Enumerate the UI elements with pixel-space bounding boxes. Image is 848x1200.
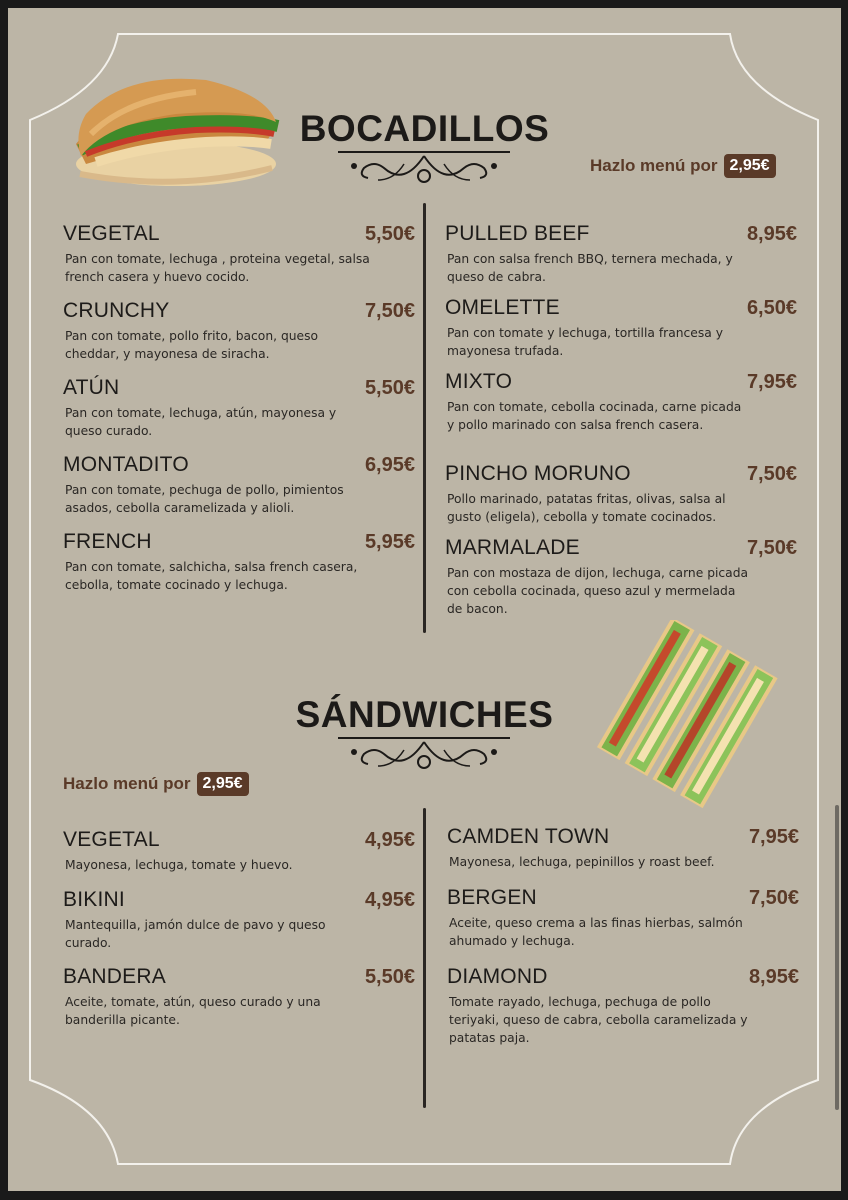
item-price: 7,50€ xyxy=(364,300,415,322)
item-price: 7,50€ xyxy=(746,463,797,485)
menu-item xyxy=(63,965,415,1029)
menu-item xyxy=(445,462,797,526)
ornament-flourish-icon xyxy=(334,732,514,776)
item-description: Pan con tomate, lechuga, atún, mayonesa y queso curado. xyxy=(65,406,337,438)
menu-item xyxy=(63,453,415,517)
item-description: Pan con tomate, cebolla cocinada, carne picada y pollo marinado con salsa french casera. xyxy=(447,400,742,432)
item-description: Aceite, tomate, atún, queso curado y una banderilla picante. xyxy=(65,995,321,1027)
menu-item xyxy=(63,376,415,440)
ornament-flourish-icon xyxy=(334,146,514,190)
item-price: 7,50€ xyxy=(746,537,797,559)
item-description: Tomate rayado, lechuga, pechuga de pollo teriyaki, queso de cabra, cebolla caramelizada y patatas paja. xyxy=(449,995,748,1045)
item-description: Pan con tomate, lechuga , proteina vegetal, salsa french casera y huevo cocido. xyxy=(65,252,370,284)
menu-item xyxy=(447,965,799,1047)
item-price: 5,95€ xyxy=(364,531,415,553)
item-name: FRENCH xyxy=(63,530,152,553)
menu-item xyxy=(447,825,799,871)
item-name: VEGETAL xyxy=(63,828,160,851)
item-price: 4,95€ xyxy=(364,829,415,851)
item-description: Mayonesa, lechuga, tomate y huevo. xyxy=(65,858,293,872)
menu-item xyxy=(63,530,415,594)
item-description: Mantequilla, jamón dulce de pavo y queso curado. xyxy=(65,918,326,950)
item-name: BANDERA xyxy=(63,965,166,988)
menu-item xyxy=(445,222,797,286)
item-name: PINCHO MORUNO xyxy=(445,462,631,485)
menu-item xyxy=(445,536,797,618)
item-name: MARMALADE xyxy=(445,536,580,559)
menu-item xyxy=(63,222,415,286)
menu-item xyxy=(63,299,415,363)
item-price: 8,95€ xyxy=(746,223,797,245)
item-description: Mayonesa, lechuga, pepinillos y roast beef. xyxy=(449,855,715,869)
item-name: BERGEN xyxy=(447,886,537,909)
item-description: Aceite, queso crema a las finas hierbas, salmón ahumado y lechuga. xyxy=(449,916,743,948)
item-name: OMELETTE xyxy=(445,296,560,319)
item-description: Pan con tomate, pollo frito, bacon, queso cheddar, y mayonesa de siracha. xyxy=(65,329,319,361)
item-name: BIKINI xyxy=(63,888,125,911)
menu-item xyxy=(447,886,799,950)
menu-page xyxy=(8,8,841,1191)
menu-offer-bocadillos xyxy=(590,154,776,178)
section-title-sandwiches: SÁNDWICHES xyxy=(295,694,554,735)
item-price: 6,95€ xyxy=(364,454,415,476)
item-price: 7,95€ xyxy=(748,826,799,848)
item-name: DIAMOND xyxy=(447,965,548,988)
item-name: VEGETAL xyxy=(63,222,160,245)
item-price: 7,50€ xyxy=(748,887,799,909)
item-name: CAMDEN TOWN xyxy=(447,825,610,848)
item-price: 7,95€ xyxy=(746,371,797,393)
item-description: Pan con tomate y lechuga, tortilla francesa y mayonesa trufada. xyxy=(447,326,724,358)
menu-item xyxy=(445,296,797,360)
item-price: 8,95€ xyxy=(748,966,799,988)
item-description: Pan con mostaza de dijon, lechuga, carne picada con cebolla cocinada, queso azul y mermelada de bacon. xyxy=(447,566,749,616)
item-price: 4,95€ xyxy=(364,889,415,911)
item-name: PULLED BEEF xyxy=(445,222,590,245)
menu-offer-sandwiches xyxy=(63,772,249,796)
item-price: 6,50€ xyxy=(746,297,797,319)
menu-offer-label: Hazlo menú por xyxy=(590,156,718,175)
item-price: 5,50€ xyxy=(364,377,415,399)
column-divider xyxy=(423,808,426,1108)
item-description: Pan con salsa french BBQ, ternera mechada, y queso de cabra. xyxy=(447,252,733,284)
scrollbar[interactable] xyxy=(835,805,839,1110)
menu-item xyxy=(63,888,415,952)
menu-offer-price: 2,95€ xyxy=(724,154,776,178)
item-description: Pan con tomate, pechuga de pollo, pimientos asados, cebolla caramelizada y alioli. xyxy=(65,483,344,515)
menu-item xyxy=(63,828,415,874)
item-price: 5,50€ xyxy=(364,966,415,988)
item-name: CRUNCHY xyxy=(63,299,170,322)
item-price: 5,50€ xyxy=(364,223,415,245)
column-divider xyxy=(423,203,426,633)
menu-offer-label: Hazlo menú por xyxy=(63,774,191,793)
item-description: Pan con tomate, salchicha, salsa french casera, cebolla, tomate cocinado y lechuga. xyxy=(65,560,358,592)
item-name: ATÚN xyxy=(63,376,120,399)
menu-item xyxy=(445,370,797,434)
section-title-bocadillos: BOCADILLOS xyxy=(299,108,550,149)
menu-offer-price: 2,95€ xyxy=(197,772,249,796)
item-name: MONTADITO xyxy=(63,453,189,476)
item-description: Pollo marinado, patatas fritas, olivas, salsa al gusto (eligela), cebolla y tomate cocinados. xyxy=(447,492,726,524)
item-name: MIXTO xyxy=(445,370,513,393)
